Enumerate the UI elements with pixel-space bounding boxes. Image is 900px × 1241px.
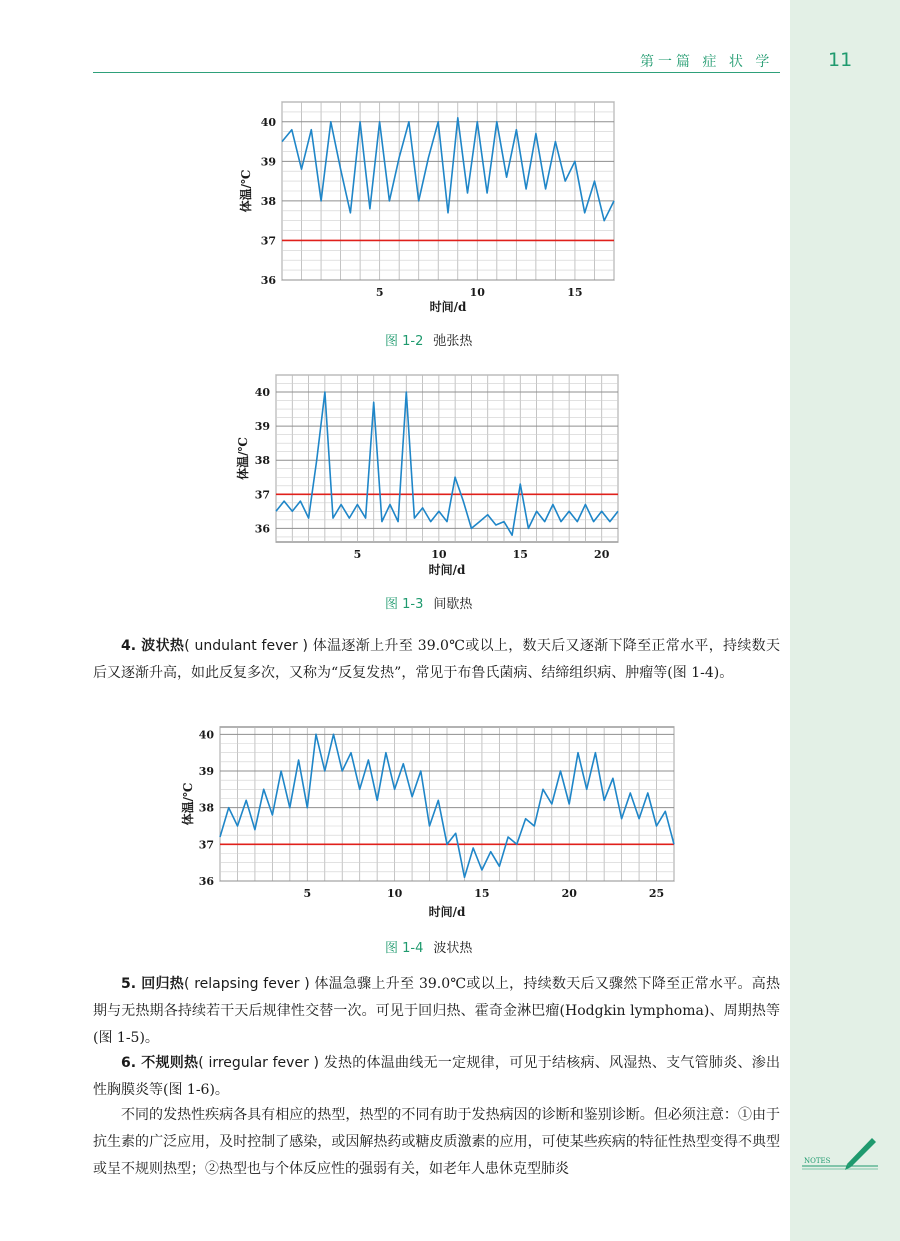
term-description: 发热的体温曲线无一定规律，可见于结核病、风湿热、支气管肺炎、渗出性胸膜炎等(图 1-6)。 (93, 1055, 780, 1098)
figure-title: 波状热 (433, 941, 473, 956)
figure-caption (385, 593, 472, 612)
figure-caption (385, 937, 472, 956)
figure-number: 图 1-4 (385, 941, 424, 956)
y-tick-label: 38 (260, 194, 276, 208)
page-number: 11 (828, 49, 853, 71)
y-tick-label: 37 (260, 234, 276, 248)
term-english: ( undulant fever ) (184, 638, 308, 654)
figure-title: 间歇热 (433, 597, 473, 612)
chart-remittent-fever (0, 95, 900, 395)
x-tick-label: 15 (474, 887, 490, 900)
y-tick-label: 39 (254, 420, 270, 434)
paragraph-relapsing-fever (93, 971, 780, 1052)
x-tick-label: 20 (561, 887, 577, 900)
term-description: 体温急骤上升至 39.0℃或以上，持续数天后又骤然下降至正常水平。高热期与无热期各持续若干天后规律性交替一次。可见于回归热、霍奇金淋巴瘤(Hodgkin lymphoma)、周期热等(图 1-5)。 (93, 976, 780, 1046)
y-axis-label: 体温/℃ (181, 782, 195, 826)
x-tick-label: 5 (353, 548, 362, 561)
notes-label: NOTES (804, 1157, 831, 1165)
x-tick-label: 5 (375, 286, 384, 299)
term-english: ( relapsing fever ) (184, 976, 310, 992)
y-tick-label: 39 (260, 155, 276, 169)
paragraph-text: 不同的发热性疾病各具有相应的热型，热型的不同有助于发热病因的诊断和鉴别诊断。但必须注意：①由于抗生素的广泛应用，及时控制了感染，或因解热药或糖皮质激素的应用，可使某些疾病的特征性热型变得不典型或呈不规则热型；②热型也与个体反应性的强弱有关，如老年人患休克型肺炎 (93, 1107, 780, 1177)
y-axis-label: 体温/℃ (239, 169, 253, 213)
y-tick-label: 40 (254, 386, 270, 400)
term-heading: 6. 不规则热 (121, 1055, 199, 1071)
x-tick-label: 10 (386, 887, 403, 900)
x-tick-label: 15 (567, 286, 583, 299)
x-axis-label: 时间/d (428, 905, 466, 919)
y-tick-label: 38 (254, 454, 270, 468)
paragraph-fever-types-note (93, 1102, 780, 1183)
y-tick-label: 37 (254, 488, 270, 502)
x-tick-label: 15 (512, 548, 528, 561)
figure-caption (385, 330, 472, 349)
y-tick-label: 36 (198, 875, 214, 888)
y-tick-label: 39 (198, 765, 214, 778)
x-axis-label: 时间/d (429, 300, 467, 314)
y-axis-label: 体温/℃ (236, 437, 250, 480)
paragraph-irregular-fever (93, 1050, 780, 1104)
x-tick-label: 5 (303, 887, 312, 900)
y-tick-label: 36 (260, 274, 276, 287)
x-axis-label: 时间/d (428, 563, 466, 577)
paragraph-undulant-fever (93, 633, 780, 687)
y-tick-label: 36 (254, 522, 270, 536)
x-tick-label: 10 (431, 548, 447, 561)
x-tick-label: 25 (648, 887, 665, 900)
x-tick-label: 10 (469, 286, 485, 299)
y-tick-label: 40 (198, 728, 214, 742)
chart-undulant-fever (0, 720, 900, 930)
figure-title: 弛张热 (433, 334, 473, 349)
y-tick-label: 38 (198, 801, 214, 815)
y-tick-label: 37 (198, 838, 214, 852)
x-tick-label: 20 (594, 548, 610, 561)
figure-number: 图 1-3 (385, 597, 424, 612)
term-english: ( irregular fever ) (198, 1055, 319, 1071)
term-heading: 5. 回归热 (121, 976, 185, 992)
y-tick-label: 40 (260, 115, 276, 129)
chart-intermittent-fever (0, 360, 900, 600)
figure-number: 图 1-2 (385, 334, 424, 349)
header-rule (93, 72, 780, 73)
notes-pen-icon (802, 1130, 882, 1180)
plot-area (276, 375, 618, 542)
term-heading: 4. 波状热 (121, 638, 185, 654)
section-title: 第一篇 症 状 学 (640, 54, 774, 70)
term-description: 体温逐渐上升至 39.0℃或以上，数天后又逐渐下降至正常水平，持续数天后又逐渐升高，如此反复多次，又称为“反复发热”，常见于布鲁氏菌病、结缔组织病、肿瘤等(图 1-4)。 (93, 638, 780, 681)
